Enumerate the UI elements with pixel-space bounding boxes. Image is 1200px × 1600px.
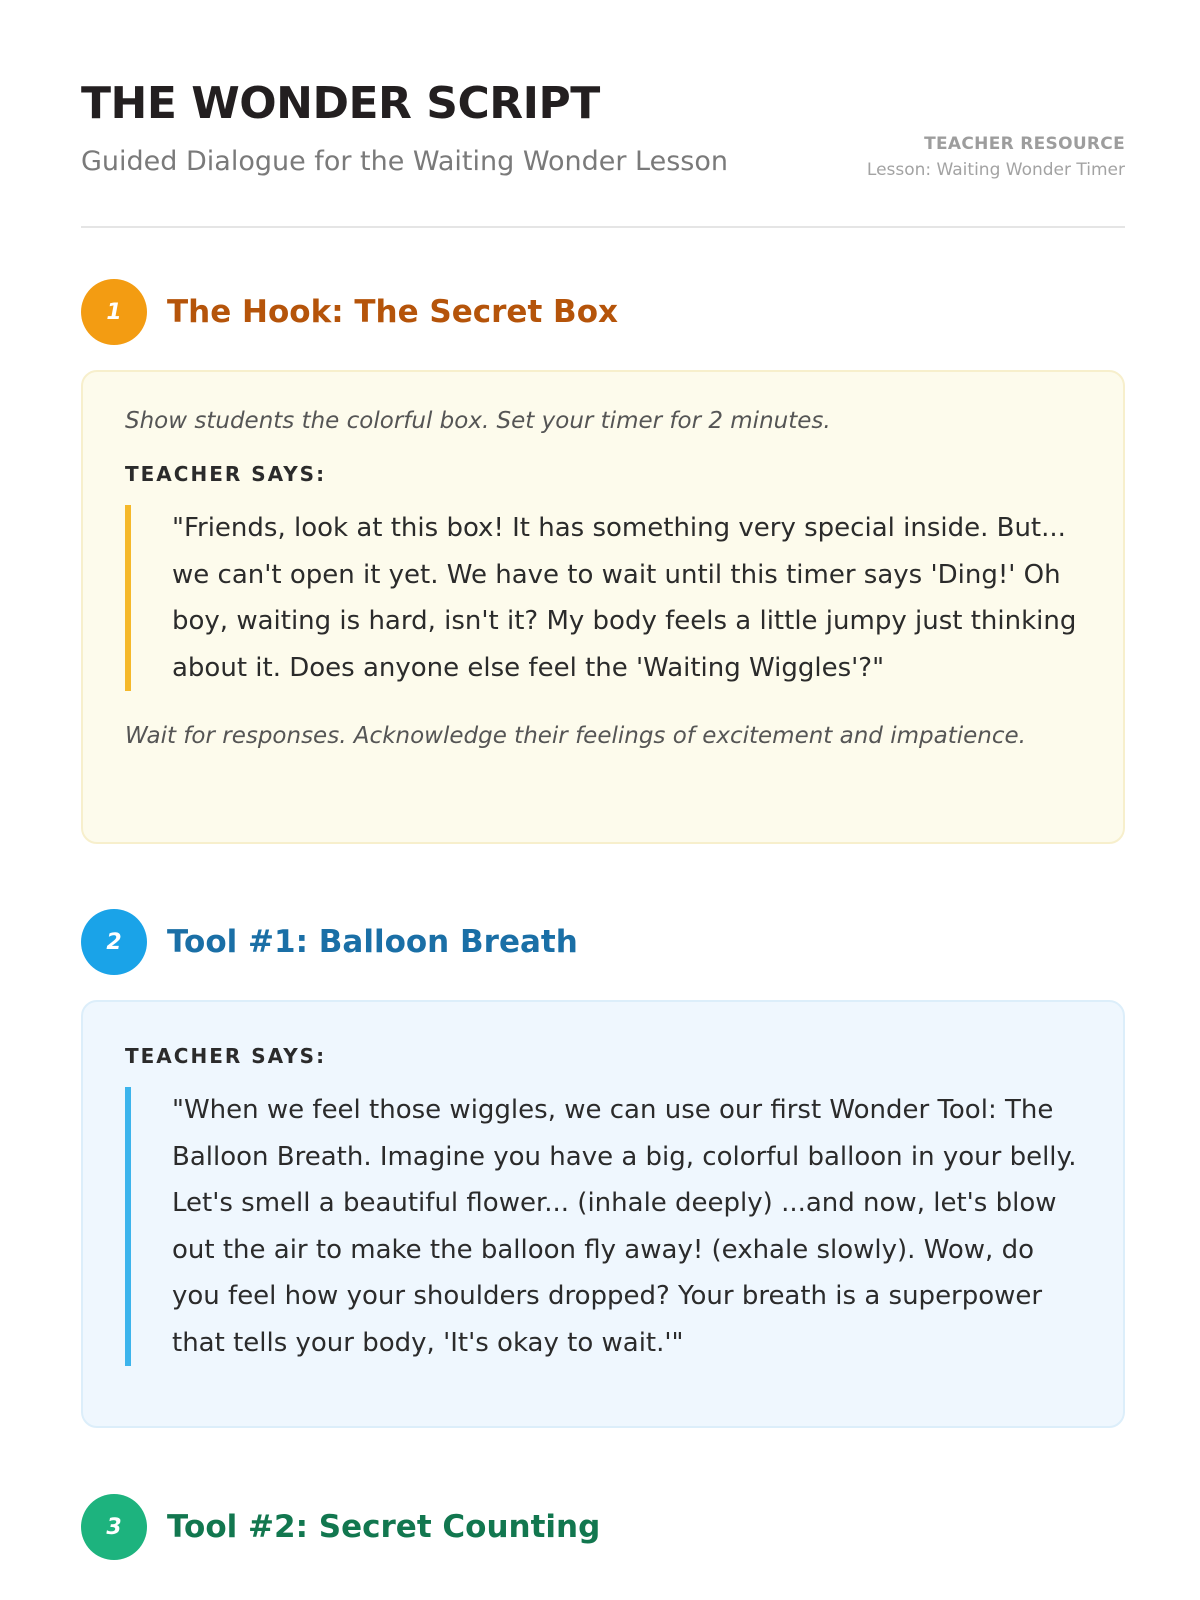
section-heading-balloon-breath [81, 908, 1125, 976]
teacher-says-label: TEACHER SAYS: [125, 1044, 327, 1068]
step-number-badge: 1 [81, 279, 147, 345]
step-number-badge: 2 [81, 909, 147, 975]
section-title: Tool #2: Secret Counting [167, 1509, 601, 1545]
resource-meta [867, 134, 1125, 180]
stage-direction: Show students the colorful box. Set your timer for 2 minutes. [125, 408, 831, 434]
teacher-quote: "Friends, look at this box! It has something very special inside. But... we can't open it yet. We have to wait until this timer says 'Ding!' Oh boy, waiting is hard, isn't it? My body feels a little jumpy just thinking about it. Does anyone else feel the 'Waiting Wiggles'?" [125, 505, 1081, 691]
teacher-says-label: TEACHER SAYS: [125, 462, 327, 486]
section-title: Tool #1: Balloon Breath [167, 924, 578, 960]
section-title: The Hook: The Secret Box [167, 294, 618, 330]
section-heading-hook [81, 278, 1125, 346]
script-card-balloon-breath [81, 1000, 1125, 1428]
header-divider [81, 226, 1125, 228]
lesson-name: Lesson: Waiting Wonder Timer [866, 160, 1125, 180]
document-page [81, 0, 1125, 1545]
page-title: THE WONDER SCRIPT [81, 78, 600, 129]
section-heading-secret-counting [81, 1493, 1125, 1561]
script-card-hook [81, 370, 1125, 844]
document-header [81, 0, 1125, 230]
resource-label: TEACHER RESOURCE [924, 134, 1125, 154]
step-number-badge: 3 [81, 1494, 147, 1560]
stage-direction: Wait for responses. Acknowledge their feelings of excitement and impatience. [125, 723, 1026, 749]
teacher-quote: "When we feel those wiggles, we can use our first Wonder Tool: The Balloon Breath. Imagine you have a big, colorful balloon in your belly. Let's smell a beautiful flower... (inhale deeply) ...and now, let's blow out the air to make the balloon fly away! (exhale slowly). Wow, do you feel how your shoulders dropped? Your breath is a superpower that tells your body, 'It's okay to wait.'" [125, 1087, 1081, 1366]
page-subtitle: Guided Dialogue for the Waiting Wonder Lesson [81, 146, 728, 177]
